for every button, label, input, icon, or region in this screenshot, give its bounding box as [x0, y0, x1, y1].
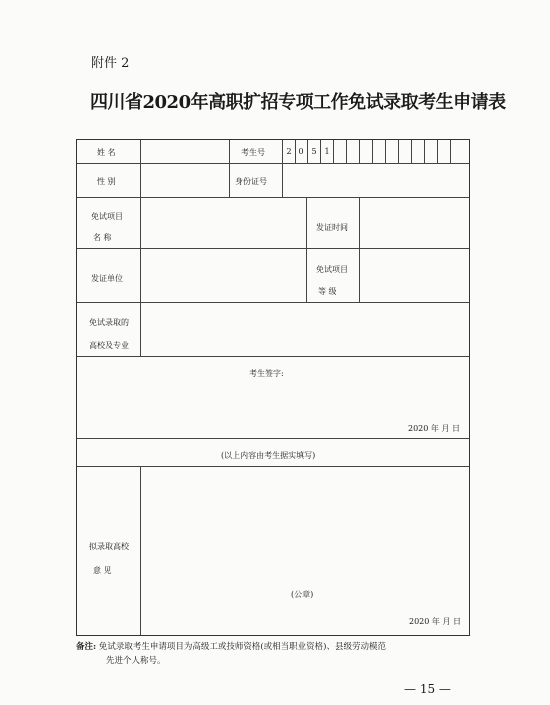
- remark-text-continued: 先进个人称号。: [106, 656, 166, 666]
- opinion-label: 拟录取高校: [89, 542, 129, 551]
- row-line: [77, 197, 469, 198]
- exempt-item-label: 免试项目: [91, 212, 123, 221]
- row-line: [77, 438, 469, 439]
- exempt-level-label: 免试项目: [316, 265, 348, 274]
- form-title: 四川省2020年高职扩招专项工作免试录取考生申请表: [90, 92, 506, 113]
- col-line: [140, 466, 141, 635]
- remark: [76, 640, 386, 652]
- admission-school-label: 高校及专业: [89, 341, 129, 350]
- row-line: [77, 163, 469, 164]
- signature-label: 考生签字:: [249, 369, 284, 378]
- digit-box-line: [346, 140, 347, 163]
- col-line: [306, 197, 307, 302]
- opinion-date: 2020 年 月 日: [409, 617, 461, 626]
- digit-box-line: [385, 140, 386, 163]
- exempt-item-label: 名 称: [93, 233, 112, 242]
- digit-box-line: [411, 140, 412, 163]
- digit-box-line: [398, 140, 399, 163]
- fill-instruction: (以上内容由考生据实填写): [221, 451, 316, 460]
- exam-no-digit: 0: [298, 147, 304, 156]
- signature-date: 2020 年 月 日: [408, 424, 460, 433]
- row-line: [77, 248, 469, 249]
- digit-box-line: [359, 140, 360, 163]
- gender-label: 性 别: [97, 177, 116, 186]
- exam-number-label: 考生号: [241, 148, 265, 157]
- col-line: [359, 197, 360, 302]
- exam-no-digit: 1: [324, 147, 330, 156]
- official-seal-label: (公章): [291, 590, 314, 599]
- exam-no-digit: 2: [286, 147, 292, 156]
- digit-box-line: [424, 140, 425, 163]
- page-number: — 15 —: [404, 682, 451, 696]
- exam-no-digit: 5: [311, 147, 317, 156]
- attachment-label: 附件 2: [91, 56, 130, 71]
- issuer-label: 发证单位: [91, 274, 123, 283]
- row-line: [77, 466, 469, 467]
- opinion-label: 意 见: [93, 566, 112, 575]
- row-line: [77, 302, 469, 303]
- remark-label: 备注:: [76, 642, 97, 652]
- col-line: [140, 140, 141, 356]
- digit-box-line: [333, 140, 334, 163]
- remark-text: 免试录取考生申请项目为高级工或技师资格(或相当职业资格)、县级劳动模范: [98, 642, 386, 652]
- id-number-label: 身份证号: [235, 177, 267, 186]
- admission-school-label: 免试录取的: [89, 318, 129, 327]
- row-line: [77, 356, 469, 357]
- digit-box-line: [372, 140, 373, 163]
- digit-box-line: [450, 140, 451, 163]
- exempt-level-label: 等 级: [318, 287, 337, 296]
- name-label: 姓 名: [97, 148, 116, 157]
- col-line: [229, 140, 230, 197]
- application-form-table: [76, 139, 470, 636]
- digit-box-line: [437, 140, 438, 163]
- issue-time-label: 发证时间: [316, 223, 348, 232]
